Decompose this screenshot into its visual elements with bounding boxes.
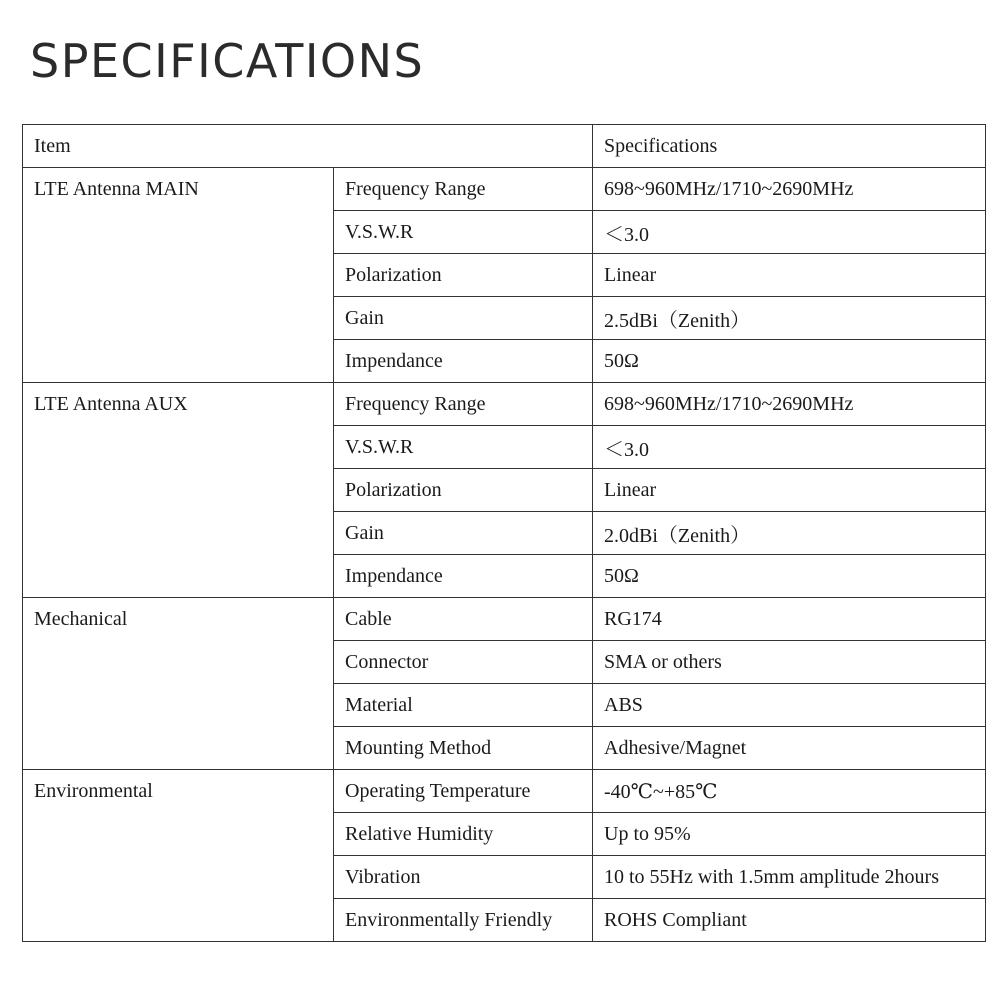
value-cell: 698~960MHz/1710~2690MHz (593, 383, 986, 426)
parameter-cell: Operating Temperature (334, 770, 593, 813)
parameter-cell: Connector (334, 641, 593, 684)
specifications-table (22, 124, 986, 942)
table-row (23, 168, 986, 211)
group-name-cell: Environmental (23, 770, 334, 942)
parameter-cell: Frequency Range (334, 383, 593, 426)
parameter-cell: Cable (334, 598, 593, 641)
specifications-table-body (23, 125, 986, 942)
parameter-cell: Vibration (334, 856, 593, 899)
value-cell: 50Ω (593, 555, 986, 598)
value-cell: Linear (593, 254, 986, 297)
value-cell: ＜3.0 (593, 426, 986, 469)
parameter-cell: V.S.W.R (334, 211, 593, 254)
value-cell: 2.0dBi（Zenith） (593, 512, 986, 555)
parameter-cell: Relative Humidity (334, 813, 593, 856)
parameter-cell: Polarization (334, 469, 593, 512)
value-cell: Up to 95% (593, 813, 986, 856)
value-cell: 2.5dBi（Zenith） (593, 297, 986, 340)
table-row (23, 598, 986, 641)
value-cell: Adhesive/Magnet (593, 727, 986, 770)
parameter-cell: Impendance (334, 340, 593, 383)
parameter-cell: Impendance (334, 555, 593, 598)
value-cell: -40℃~+85℃ (593, 770, 986, 813)
value-cell: ROHS Compliant (593, 899, 986, 942)
parameter-cell: Polarization (334, 254, 593, 297)
parameter-cell: Material (334, 684, 593, 727)
table-row (23, 383, 986, 426)
value-cell: 698~960MHz/1710~2690MHz (593, 168, 986, 211)
value-cell: Linear (593, 469, 986, 512)
value-cell: RG174 (593, 598, 986, 641)
group-name-cell: Mechanical (23, 598, 334, 770)
parameter-cell: V.S.W.R (334, 426, 593, 469)
parameter-cell: Frequency Range (334, 168, 593, 211)
parameter-cell: Gain (334, 512, 593, 555)
parameter-cell: Mounting Method (334, 727, 593, 770)
value-cell: ＜3.0 (593, 211, 986, 254)
value-cell: ABS (593, 684, 986, 727)
parameter-cell: Environmentally Friendly (334, 899, 593, 942)
page-title: SPECIFICATIONS (30, 34, 425, 88)
value-cell: 10 to 55Hz with 1.5mm amplitude 2hours (593, 856, 986, 899)
header-item-cell: Item (23, 125, 593, 168)
parameter-cell: Gain (334, 297, 593, 340)
table-header-row (23, 125, 986, 168)
group-name-cell: LTE Antenna AUX (23, 383, 334, 598)
value-cell: 50Ω (593, 340, 986, 383)
header-specifications-cell: Specifications (593, 125, 986, 168)
value-cell: SMA or others (593, 641, 986, 684)
group-name-cell: LTE Antenna MAIN (23, 168, 334, 383)
table-row (23, 770, 986, 813)
